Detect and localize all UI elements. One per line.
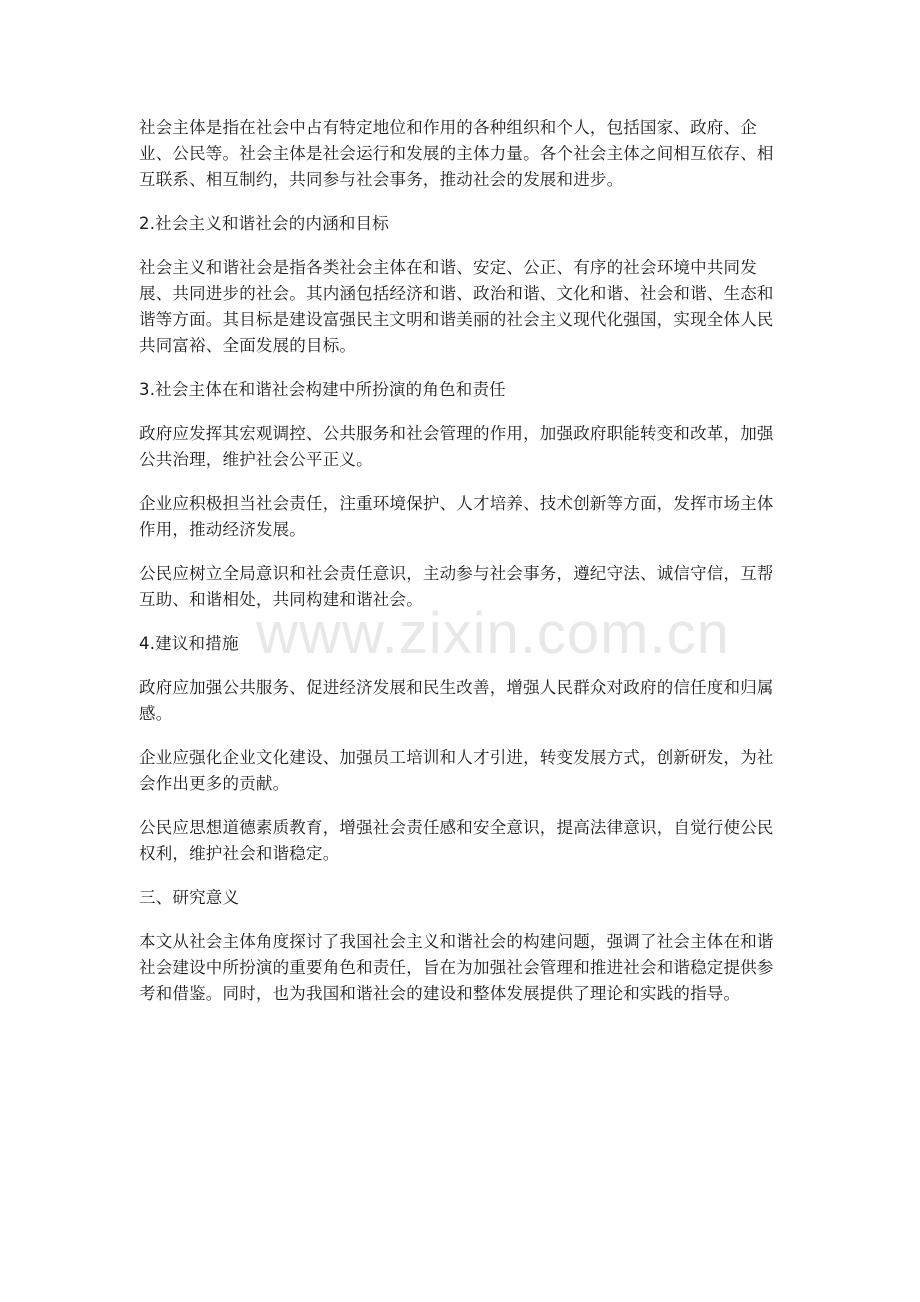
watermark-text: www.zixin.com.cn	[256, 601, 730, 666]
section-heading-2: 2.社会主义和谐社会的内涵和目标	[139, 214, 389, 233]
section-heading-3: 3.社会主体在和谐社会构建中所扮演的角色和责任	[139, 380, 506, 399]
paragraph-harmonious-society: 社会主义和谐社会是指各类社会主体在和谐、安定、公正、有序的社会环境中共同发展、共同进步的社会。其内涵包括经济和谐、政治和谐、文化和谐、社会和谐、生态和谐等方面。其目标是建设富强民主文明和谐美丽的社会主义现代化强国，实现全体人民共同富裕、全面发展的目标。	[139, 258, 774, 355]
paragraph-enterprise-measures: 企业应强化企业文化建设、加强员工培训和人才引进，转变发展方式，创新研发，为社会作出更多的贡献。	[139, 748, 774, 793]
document-body	[139, 115, 789, 1025]
paragraph-citizen-measures: 公民应思想道德素质教育，增强社会责任感和安全意识，提高法律意识，自觉行使公民权利，维护社会和谐稳定。	[139, 818, 774, 863]
paragraph-government-role: 政府应发挥其宏观调控、公共服务和社会管理的作用，加强政府职能转变和改革，加强公共治理，维护社会公平正义。	[139, 424, 774, 469]
section-heading-4: 4.建议和措施	[139, 634, 239, 653]
section-heading-significance: 三、研究意义	[139, 888, 240, 907]
paragraph-social-subjects: 社会主体是指在社会中占有特定地位和作用的各种组织和个人，包括国家、政府、企业、公民等。社会主体是社会运行和发展的主体力量。各个社会主体之间相互依存、相互联系、相互制约，共同参与社会事务，推动社会的发展和进步。	[139, 118, 774, 189]
paragraph-government-measures: 政府应加强公共服务、促进经济发展和民生改善，增强人民群众对政府的信任度和归属感。	[139, 678, 774, 723]
paragraph-research-significance: 本文从社会主体角度探讨了我国社会主义和谐社会的构建问题，强调了社会主体在和谐社会建设中所扮演的重要角色和责任，旨在为加强社会管理和推进社会和谐稳定提供参考和借鉴。同时，也为我国和谐社会的建设和整体发展提供了理论和实践的指导。	[139, 932, 774, 1003]
paragraph-enterprise-role: 企业应积极担当社会责任，注重环境保护、人才培养、技术创新等方面，发挥市场主体作用，推动经济发展。	[139, 494, 774, 539]
paragraph-citizen-role: 公民应树立全局意识和社会责任意识，主动参与社会事务，遵纪守法、诚信守信，互帮互助、和谐相处，共同构建和谐社会。	[139, 564, 774, 609]
